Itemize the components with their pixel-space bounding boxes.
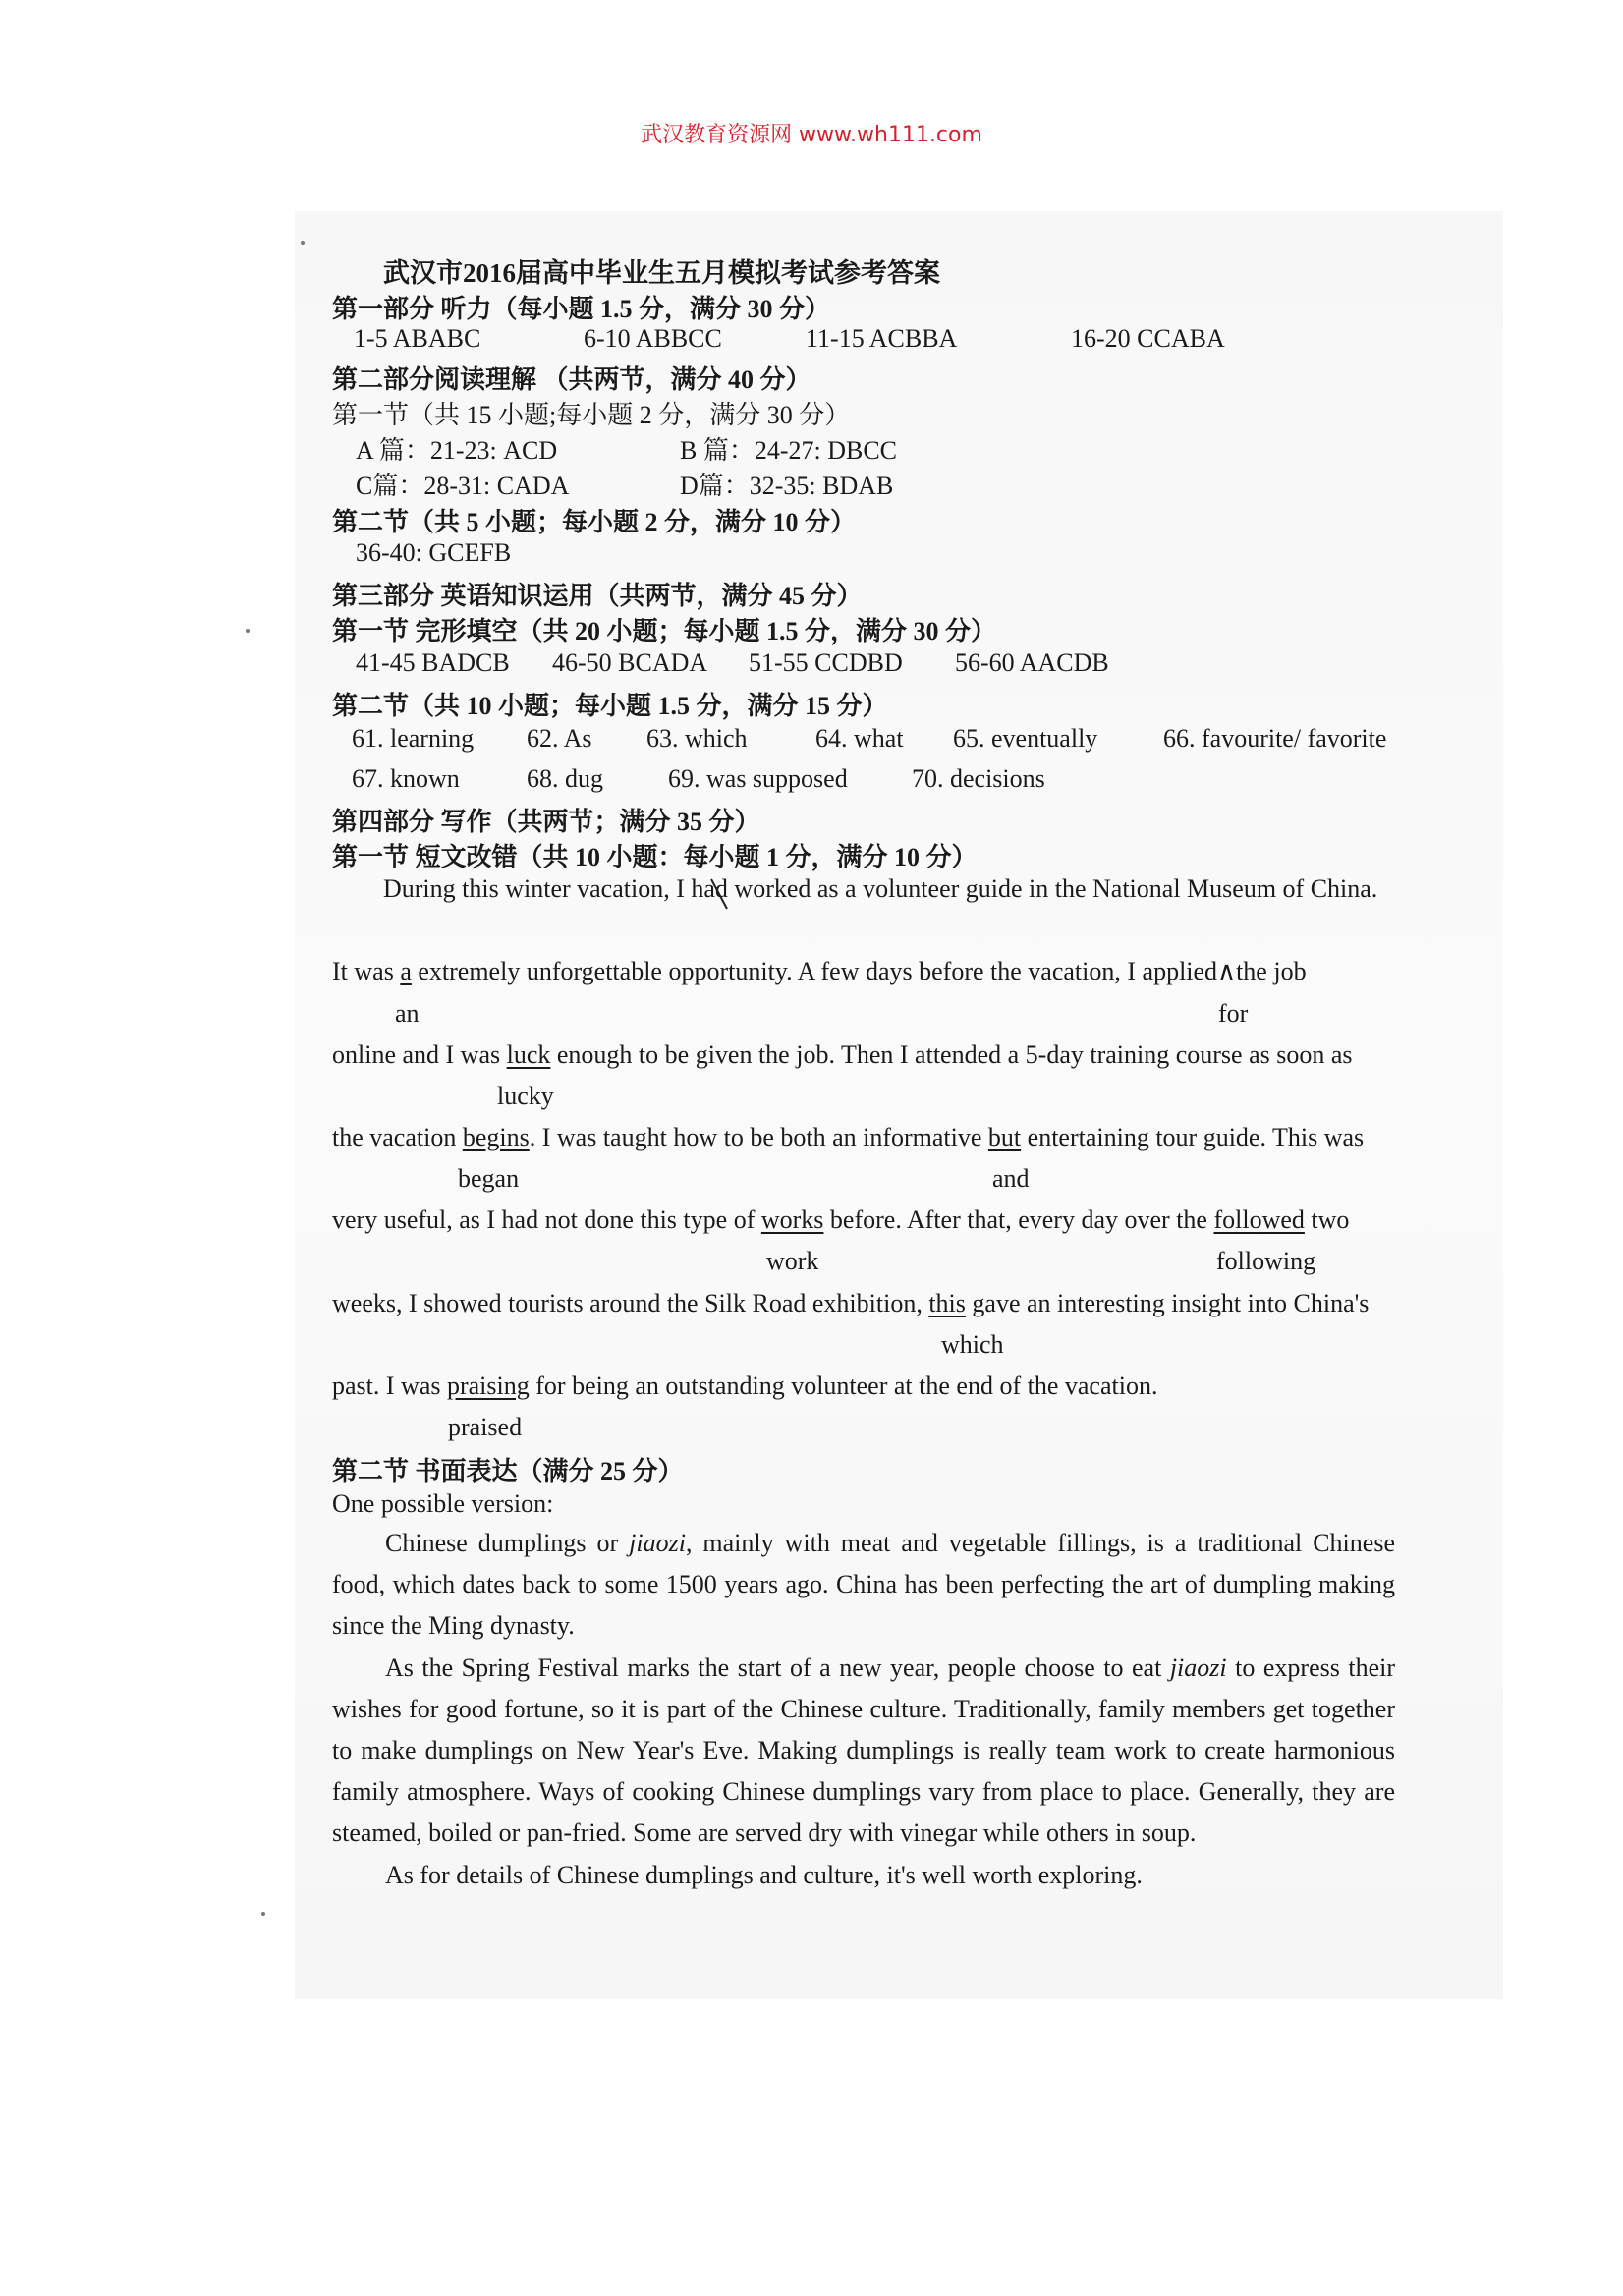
essay-text: , mainly with meat and vegetable fillings, is a traditional Chinese food, which dates back to some 1500 years ago. China has been perfecting the art of dumpling making since the Ming dynasty. [332,1529,1395,1640]
answer-item: 69. was supposed [668,764,848,793]
proofreading-line [332,957,1307,986]
error-word: luck [506,1040,551,1069]
answer-group: 11-15 ACBBA [806,324,958,353]
answer-group: 6-10 ABBCC [584,324,722,353]
part4-section2-heading: 第二节 书面表达（满分 25 分） [332,1457,684,1485]
correction: praised [448,1413,523,1441]
proofreading-text: . I was taught how to be both an informative [529,1123,988,1151]
correction: for [1218,999,1249,1028]
essay-text: Chinese dumplings or [385,1529,630,1557]
proofreading-text: extremely unforgettable opportunity. A few days before the vacation, I applied∧the job [411,957,1307,985]
proofreading-text: for being an outstanding volunteer at the end of the vacation. [529,1372,1158,1400]
answer-item: 65. eventually [953,724,1098,753]
part1-heading: 第一部分 听力（每小题 1.5 分，满分 30 分） [332,295,831,323]
error-word: works [760,1205,824,1234]
error-word: but [987,1123,1022,1151]
correction: and [992,1164,1030,1193]
essay-text: As the Spring Festival marks the start of a new year, people choose to eat [385,1653,1170,1682]
answer-group: C篇：28-31: CADA [356,472,570,500]
answer-group: A 篇：21-23: ACD [356,436,558,465]
proofreading-text: gave an interesting insight into China's [965,1289,1370,1317]
correction: lucky [497,1082,554,1110]
proofreading-text: very useful, as I had not done this type of [332,1205,761,1234]
proofreading-text: online and I was [332,1040,507,1069]
answer-item: 64. what [815,724,904,753]
answer-group: 56-60 AACDB [955,648,1109,677]
scan-speck [261,1912,265,1916]
document-title: 武汉市2016届高中毕业生五月模拟考试参考答案 [383,258,940,288]
essay-italic: jiaozi [1169,1653,1227,1682]
error-word: followed [1213,1205,1305,1234]
correction: began [458,1164,520,1193]
error-word: a [400,957,412,985]
essay-paragraph [332,1648,1395,1854]
part2-section2-heading: 第二节（共 5 小题；每小题 2 分，满分 10 分） [332,508,857,536]
part4-section1-heading: 第一节 短文改错（共 10 小题：每小题 1 分，满分 10 分） [332,843,978,871]
part3-section2-heading: 第二节（共 10 小题；每小题 1.5 分，满分 15 分） [332,692,888,720]
scan-speck [301,241,305,245]
essay-label: One possible version: [332,1489,554,1518]
scan-speck [246,629,250,633]
answer-item: 61. learning [352,724,475,753]
essay-italic: jiaozi [629,1529,686,1557]
proofreading-text: the vacation [332,1123,463,1151]
answer-group: 36-40: GCEFB [356,538,512,567]
correction: which [941,1330,1004,1359]
answer-item: 67. known [352,764,460,793]
correction: work [766,1247,819,1275]
proofreading-text: past. I was [332,1372,447,1400]
error-word: this [928,1289,966,1317]
proofreading-line [332,1289,1369,1318]
proofreading-text: weeks, I showed tourists around the Silk Road exhibition, [332,1289,929,1317]
proofreading-text: two [1304,1205,1350,1234]
essay-paragraph: As for details of Chinese dumplings and culture, it's well worth exploring. [385,1861,1143,1889]
correction: following [1216,1247,1316,1275]
answer-group: 46-50 BCADA [552,648,708,677]
part4-heading: 第四部分 写作（共两节；满分 35 分） [332,808,760,836]
part2-heading: 第二部分阅读理解 （共两节，满分 40 分） [332,365,812,394]
answer-group: 16-20 CCABA [1071,324,1225,353]
essay-paragraph [332,1523,1395,1647]
proofreading-line [332,1205,1349,1235]
proofreading-text: enough to be given the job. Then I attended a 5-day training course as soon as [550,1040,1353,1069]
proofreading-text: It was [332,957,401,985]
answer-group: D篇：32-35: BDAB [680,472,894,500]
proofreading-text: entertaining tour guide. This was [1021,1123,1365,1151]
correction: an [395,999,420,1028]
answer-item: 63. which [646,724,748,753]
proofreading-line [332,1123,1364,1152]
essay-text: to express their wishes for good fortune, so it is part of the Chinese culture. Traditionally, family members get together to make dumplings on New Year's Eve. Making dumplings is really team work to create harmonious family atmosphere. Ways of cooking Chinese dumplings vary from place to place. Generally, they are steamed, boiled or pan-fried. Some are served dry with vinegar while others in soup. [332,1653,1396,1847]
answer-item: 62. As [527,724,592,753]
part2-section1-heading: 第一节（共 15 小题;每小题 2 分，满分 30 分） [332,401,851,429]
source-link[interactable]: 武汉教育资源网 www.wh111.com [641,123,982,147]
proofreading-line: During this winter vacation, I had worked as a volunteer guide in the National Museum of China. [383,874,1378,903]
answer-item: 68. dug [527,764,603,793]
part3-section1-heading: 第一节 完形填空（共 20 小题；每小题 1.5 分，满分 30 分） [332,617,997,645]
error-word: praising [446,1372,530,1400]
answer-item: 70. decisions [912,764,1045,793]
error-word: begins [462,1123,530,1151]
answer-group: 41-45 BADCB [356,648,510,677]
proofreading-line [332,1040,1353,1070]
answer-group: 51-55 CCDBD [749,648,903,677]
answer-group: 1-5 ABABC [354,324,481,353]
part3-heading: 第三部分 英语知识运用（共两节，满分 45 分） [332,582,863,610]
proofreading-text: before. After that, every day over the [823,1205,1214,1234]
proofreading-line [332,1372,1157,1401]
answer-item: 66. favourite/ favorite [1163,724,1387,753]
answer-group: B 篇：24-27: DBCC [680,436,898,465]
